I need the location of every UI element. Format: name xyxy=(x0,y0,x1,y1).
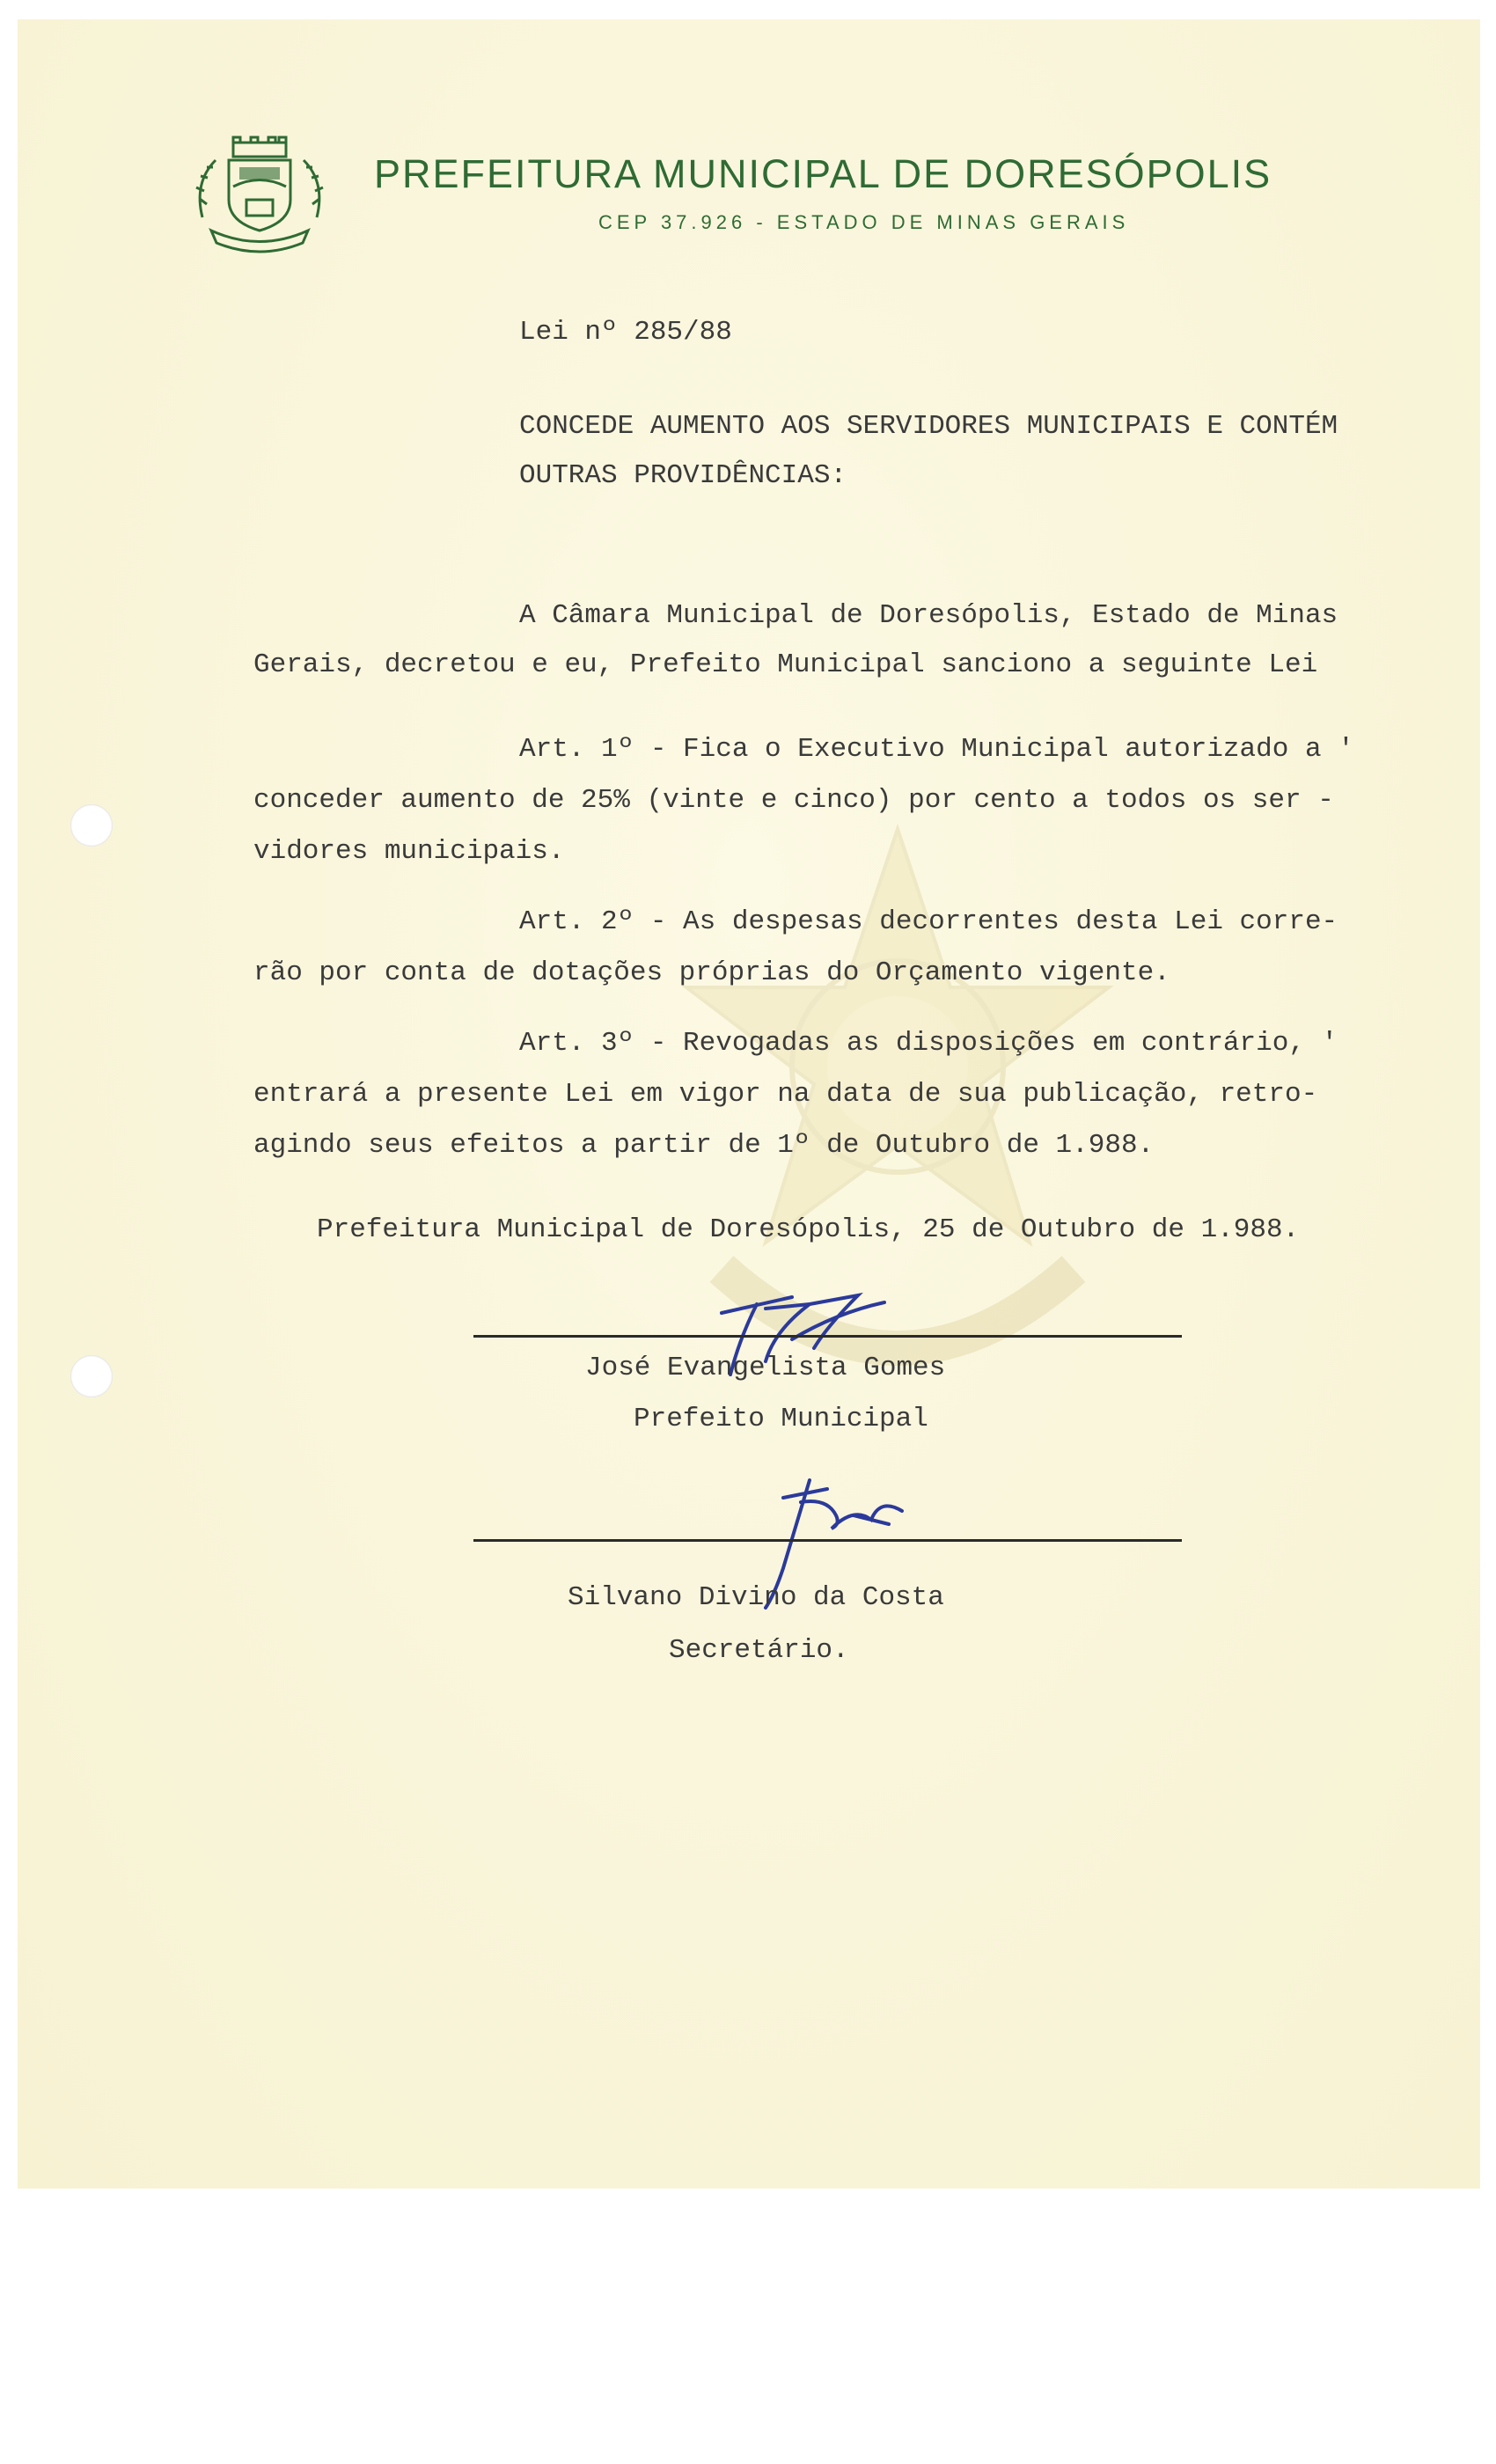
law-number: Lei nº 285/88 xyxy=(519,317,732,348)
article-1-line-1: Art. 1º - Fica o Executivo Municipal autorizado a ' xyxy=(519,734,1354,765)
mayor-name: José Evangelista Gomes xyxy=(585,1353,946,1383)
secretary-name: Silvano Divino da Costa xyxy=(568,1582,944,1613)
article-3-line-2: entrará a presente Lei em vigor na data de sua publicação, retro- xyxy=(253,1079,1318,1110)
article-1-line-3: vidores municipais. xyxy=(253,836,565,867)
letterhead-subtitle: CEP 37.926 - ESTADO DE MINAS GERAIS xyxy=(598,211,1130,233)
article-3-line-3: agindo seus efeitos a partir de 1º de Outubro de 1.988. xyxy=(253,1130,1155,1161)
signature-line-mayor xyxy=(473,1335,1182,1338)
mayor-title: Prefeito Municipal xyxy=(634,1404,928,1434)
ementa-line-1: CONCEDE AUMENTO AOS SERVIDORES MUNICIPAIS E CONTÉM xyxy=(519,411,1338,442)
preamble-line-1: A Câmara Municipal de Doresópolis, Estado de Minas xyxy=(519,600,1338,631)
secretary-title: Secretário. xyxy=(669,1635,849,1666)
punch-hole-bottom xyxy=(70,1355,113,1397)
article-1-line-2: conceder aumento de 25% (vinte e cinco) por cento a todos os ser - xyxy=(253,785,1334,816)
municipal-coat-of-arms-icon xyxy=(185,134,334,257)
preamble-line-2: Gerais, decretou e eu, Prefeito Municipal sanciono a seguinte Lei xyxy=(253,649,1318,680)
signature-line-secretary xyxy=(473,1539,1182,1542)
article-2-line-1: Art. 2º - As despesas decorrentes desta Lei corre- xyxy=(519,906,1338,937)
ementa-line-2: OUTRAS PROVIDÊNCIAS: xyxy=(519,460,847,491)
punch-hole-top xyxy=(70,804,113,847)
article-2-line-2: rão por conta de dotações próprias do Orçamento vigente. xyxy=(253,957,1170,988)
closing-date: Prefeitura Municipal de Doresópolis, 25 de Outubro de 1.988. xyxy=(317,1214,1300,1245)
article-3-line-1: Art. 3º - Revogadas as disposições em contrário, ' xyxy=(519,1028,1338,1059)
document-sheet xyxy=(18,19,1480,2189)
letterhead-title: PREFEITURA MUNICIPAL DE DORESÓPOLIS xyxy=(374,151,1272,196)
